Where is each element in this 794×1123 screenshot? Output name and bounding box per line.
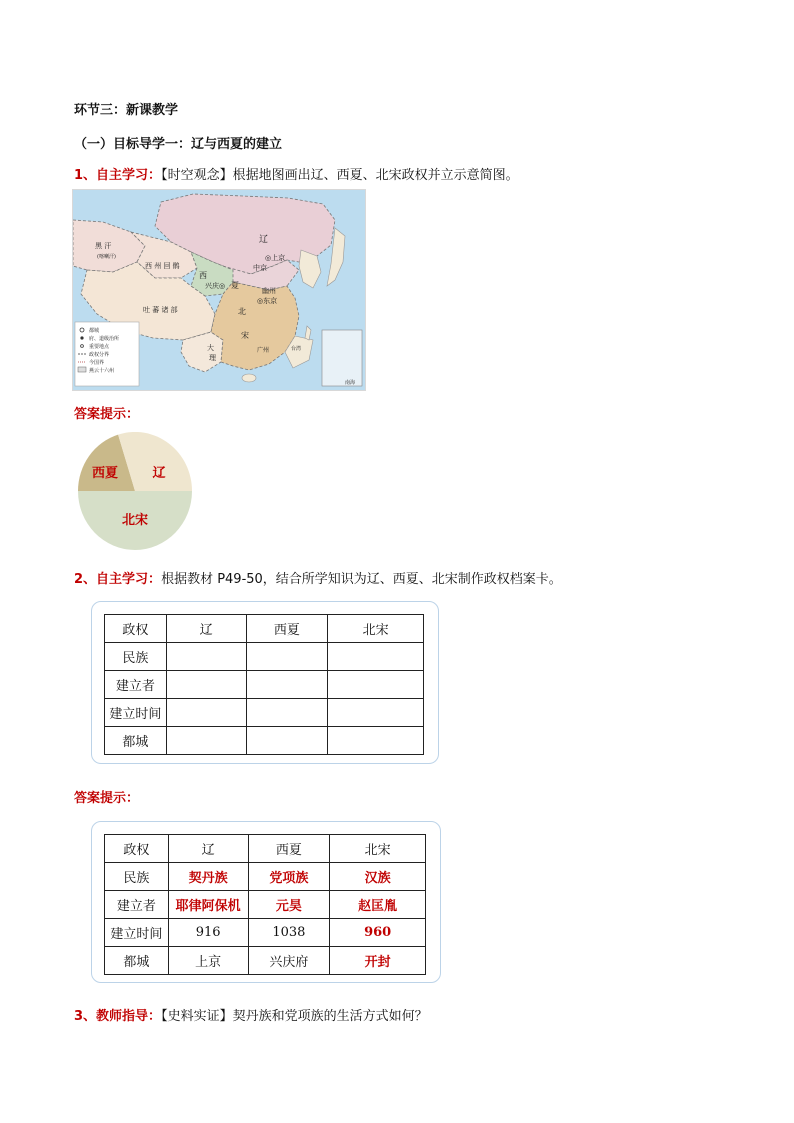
table-row xyxy=(105,919,426,947)
table-cell: 汉族 xyxy=(330,863,426,891)
map-label-shangjing: ◎上京 xyxy=(265,254,286,262)
archive-table-answers xyxy=(104,834,426,975)
legend-item-modern-border: 今国界 xyxy=(89,360,105,366)
table-cell xyxy=(246,699,328,727)
table-cell xyxy=(166,699,246,727)
question-1-number: 1、 xyxy=(74,168,97,183)
map-label-khan: 黑 汗 xyxy=(95,242,112,250)
table-row xyxy=(105,699,424,727)
map-label-youzhou: 幽州 xyxy=(262,287,276,295)
table-row-label: 民族 xyxy=(105,643,167,671)
question-1-tag: 自主学习： xyxy=(96,168,162,183)
table-cell xyxy=(246,727,328,755)
table-cell: 耶律阿保机 xyxy=(168,891,248,919)
historical-map xyxy=(72,189,366,391)
legend-item-regime-border: 政权分界 xyxy=(89,352,110,358)
map-label-song: 宋 xyxy=(241,331,249,340)
table-row-label: 都城 xyxy=(105,947,169,975)
map-label-khan-sub: (喀喇汗) xyxy=(97,254,116,260)
section-title: 环节三：新课教学 xyxy=(74,103,179,118)
archive-table-blank xyxy=(104,614,424,755)
table-header-cell: 辽 xyxy=(166,615,246,643)
table-cell: 960 xyxy=(330,919,426,947)
question-3-tag: 教师指导： xyxy=(96,1009,162,1024)
table-cell xyxy=(328,643,424,671)
table-row-label: 建立者 xyxy=(105,671,167,699)
table-cell xyxy=(246,671,328,699)
table-cell: 1038 xyxy=(248,919,330,947)
map-label-tubo: 吐 蕃 诸 部 xyxy=(143,306,178,314)
subsection-title: （一）目标导学一：辽与西夏的建立 xyxy=(74,137,283,152)
map-label-li: 理 xyxy=(209,354,216,362)
table-header-cell: 北宋 xyxy=(330,835,426,863)
map-label-xia: 夏 xyxy=(231,281,239,290)
table-cell xyxy=(246,643,328,671)
table-row-label: 都城 xyxy=(105,727,167,755)
map-label-xizhou: 西 州 回 鹘 xyxy=(145,262,180,270)
table-header-cell: 西夏 xyxy=(248,835,330,863)
table-cell: 开封 xyxy=(330,947,426,975)
table-cell: 党项族 xyxy=(248,863,330,891)
question-1-text: 【时空观念】根据地图画出辽、西夏、北宋政权并立示意简图。 xyxy=(161,168,519,183)
table-header-cell: 北宋 xyxy=(328,615,424,643)
map-label-guangzhou: 广州 xyxy=(257,347,270,354)
question-1 xyxy=(74,164,519,183)
answer-hint-2: 答案提示： xyxy=(74,791,140,806)
table-header-cell: 政权 xyxy=(105,835,169,863)
map-label-zhongjing: 中京 xyxy=(253,264,267,272)
legend-item-yanyun: 燕云十六州 xyxy=(89,368,115,374)
table-row xyxy=(105,671,424,699)
pie-label-liao: 辽 xyxy=(152,466,166,481)
table-cell: 赵匡胤 xyxy=(330,891,426,919)
question-3-text: 【史料实证】契丹族和党项族的生活方式如何？ xyxy=(161,1009,428,1024)
table-row xyxy=(105,947,426,975)
table-row-label: 建立时间 xyxy=(105,699,167,727)
table-row-label: 民族 xyxy=(105,863,169,891)
table-row xyxy=(105,643,424,671)
pie-label-beisong: 北宋 xyxy=(121,513,149,528)
map-label-south-sea: 南海 xyxy=(345,380,356,386)
table-header-cell: 辽 xyxy=(168,835,248,863)
question-2-number: 2、 xyxy=(74,572,97,587)
table-cell: 上京 xyxy=(168,947,248,975)
map-label-taiwan: 台湾 xyxy=(291,346,302,352)
legend-item-important-place: 重要地点 xyxy=(89,344,110,350)
table-cell xyxy=(328,671,424,699)
table-header-cell: 政权 xyxy=(105,615,167,643)
map-label-liao: 辽 xyxy=(259,235,269,245)
answer-hint-1: 答案提示： xyxy=(74,407,140,422)
table-cell: 兴庆府 xyxy=(248,947,330,975)
table-cell: 916 xyxy=(168,919,248,947)
table-cell xyxy=(166,643,246,671)
map-label-da: 大 xyxy=(207,344,214,352)
map-label-xi: 西 xyxy=(199,271,207,280)
legend-item-capital: 都城 xyxy=(89,328,100,334)
question-2 xyxy=(74,568,562,587)
table-row xyxy=(105,863,426,891)
table-cell xyxy=(328,727,424,755)
table-cell xyxy=(166,727,246,755)
table-row-label: 建立者 xyxy=(105,891,169,919)
table-cell: 契丹族 xyxy=(168,863,248,891)
question-2-text: 根据教材 P49-50，结合所学知识为辽、西夏、北宋制作政权档案卡。 xyxy=(161,572,562,587)
table-row xyxy=(105,727,424,755)
table-row-label: 建立时间 xyxy=(105,919,169,947)
question-2-tag: 自主学习： xyxy=(96,572,162,587)
table-cell: 元昊 xyxy=(248,891,330,919)
question-3 xyxy=(74,1005,428,1024)
legend-item-prefecture: 府、道级治所 xyxy=(89,336,120,342)
map-label-dongjing: ◎东京 xyxy=(257,297,278,305)
table-header-cell: 西夏 xyxy=(246,615,328,643)
regime-pie-diagram xyxy=(78,432,192,554)
question-3-number: 3、 xyxy=(74,1009,97,1024)
table-cell xyxy=(166,671,246,699)
table-cell xyxy=(328,699,424,727)
map-label-bei: 北 xyxy=(238,307,246,316)
table-row xyxy=(105,615,424,643)
map-label-xingqing: 兴庆◎ xyxy=(205,282,226,290)
pie-label-xixia: 西夏 xyxy=(91,466,119,481)
table-row xyxy=(105,835,426,863)
table-row xyxy=(105,891,426,919)
